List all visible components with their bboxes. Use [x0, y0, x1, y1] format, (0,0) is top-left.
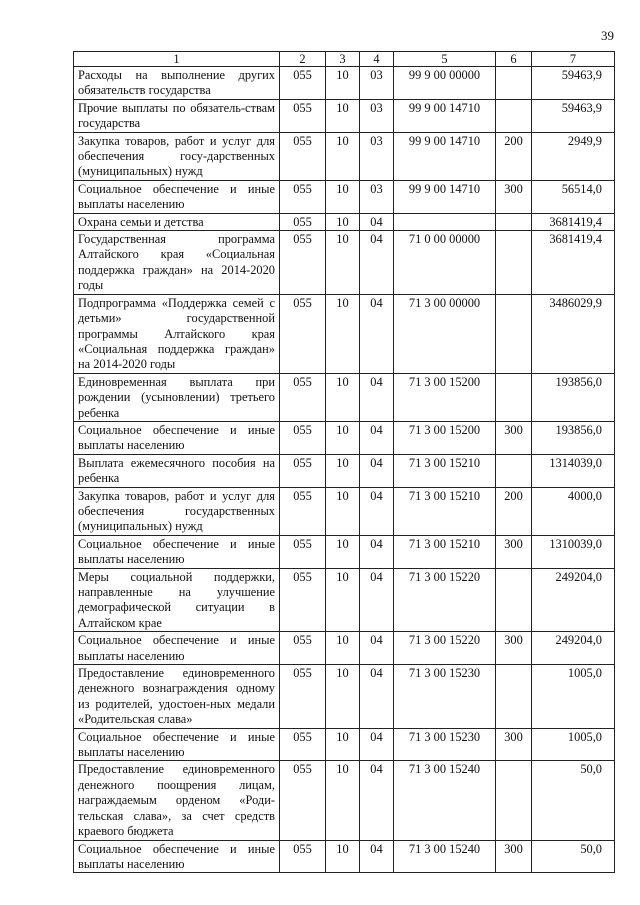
cell-csr: 99 9 00 00000 [394, 67, 496, 100]
header-cell-4: 4 [360, 52, 394, 67]
cell-rz: 10 [326, 665, 360, 729]
cell-ved: 055 [280, 761, 326, 840]
cell-csr: 71 3 00 00000 [394, 294, 496, 373]
cell-ved: 055 [280, 840, 326, 873]
cell-rz: 10 [326, 294, 360, 373]
cell-pr: 04 [360, 213, 394, 230]
cell-rz: 10 [326, 728, 360, 761]
cell-ved: 055 [280, 568, 326, 632]
table-row [74, 568, 615, 632]
cell-amount: 50,0 [532, 840, 615, 873]
cell-name: Социальное обеспечение и иные выплаты населению [74, 840, 280, 873]
cell-name: Предоставление единовременного денежного вознаграждения одному из родителей, удостоен-ных медали «Родительская слава» [74, 665, 280, 729]
header-cell-6: 6 [496, 52, 532, 67]
table-row [74, 421, 615, 454]
cell-vr: 300 [496, 632, 532, 665]
cell-rz: 10 [326, 487, 360, 535]
cell-vr [496, 665, 532, 729]
table-row [74, 373, 615, 421]
cell-rz: 10 [326, 67, 360, 100]
cell-vr [496, 761, 532, 840]
cell-vr: 300 [496, 421, 532, 454]
table-row [74, 213, 615, 230]
table-row [74, 665, 615, 729]
table-row [74, 535, 615, 568]
cell-amount: 56514,0 [532, 180, 615, 213]
cell-pr: 04 [360, 761, 394, 840]
cell-pr: 03 [360, 67, 394, 100]
cell-csr: 71 3 00 15200 [394, 373, 496, 421]
cell-vr: 300 [496, 728, 532, 761]
cell-pr: 03 [360, 99, 394, 132]
cell-name: Закупка товаров, работ и услуг для обеспечения госу-дарственных (муниципальных) нужд [74, 132, 280, 180]
cell-rz: 10 [326, 213, 360, 230]
cell-rz: 10 [326, 180, 360, 213]
cell-ved: 055 [280, 373, 326, 421]
cell-vr: 300 [496, 840, 532, 873]
cell-amount: 4000,0 [532, 487, 615, 535]
cell-vr [496, 67, 532, 100]
table-row [74, 632, 615, 665]
cell-name: Государственная программа Алтайского края «Социальная поддержка граждан» на 2014-2020 годы [74, 231, 280, 295]
cell-ved: 055 [280, 231, 326, 295]
table-row [74, 487, 615, 535]
cell-amount: 193856,0 [532, 421, 615, 454]
cell-rz: 10 [326, 568, 360, 632]
cell-rz: 10 [326, 632, 360, 665]
cell-name: Расходы на выполнение других обязательств государства [74, 67, 280, 100]
cell-ved: 055 [280, 632, 326, 665]
cell-pr: 03 [360, 132, 394, 180]
table-row [74, 454, 615, 487]
header-cell-7: 7 [532, 52, 615, 67]
cell-rz: 10 [326, 231, 360, 295]
cell-csr: 71 3 00 15220 [394, 632, 496, 665]
cell-amount: 59463,9 [532, 67, 615, 100]
table-row [74, 180, 615, 213]
cell-vr: 200 [496, 487, 532, 535]
cell-vr: 300 [496, 535, 532, 568]
cell-pr: 04 [360, 665, 394, 729]
cell-vr [496, 568, 532, 632]
cell-pr: 04 [360, 373, 394, 421]
cell-name: Предоставление единовременного денежного поощрения лицам, награждаемым орденом «Роди-тельская слава», за счет средств краевого бюджета [74, 761, 280, 840]
cell-pr: 04 [360, 454, 394, 487]
cell-name: Прочие выплаты по обязатель-ствам государства [74, 99, 280, 132]
cell-amount: 59463,9 [532, 99, 615, 132]
table-row [74, 728, 615, 761]
header-cell-5: 5 [394, 52, 496, 67]
header-cell-1: 1 [74, 52, 280, 67]
cell-vr: 300 [496, 180, 532, 213]
table-row [74, 67, 615, 100]
cell-ved: 055 [280, 487, 326, 535]
cell-name: Подпрограмма «Поддержка семей с детьми» государственной программы Алтайского края «Социальная поддержка граждан» на 2014-2020 годы [74, 294, 280, 373]
cell-name: Социальное обеспечение и иные выплаты населению [74, 632, 280, 665]
budget-table [73, 51, 615, 873]
cell-ved: 055 [280, 294, 326, 373]
cell-vr [496, 99, 532, 132]
cell-amount: 2949,9 [532, 132, 615, 180]
cell-vr [496, 373, 532, 421]
cell-amount: 249204,0 [532, 568, 615, 632]
cell-csr: 71 3 00 15210 [394, 487, 496, 535]
cell-pr: 04 [360, 728, 394, 761]
cell-csr: 71 3 00 15240 [394, 840, 496, 873]
cell-rz: 10 [326, 132, 360, 180]
cell-name: Охрана семьи и детства [74, 213, 280, 230]
header-cell-2: 2 [280, 52, 326, 67]
cell-vr [496, 213, 532, 230]
cell-csr: 71 3 00 15240 [394, 761, 496, 840]
cell-rz: 10 [326, 840, 360, 873]
budget-table-body [74, 52, 615, 873]
cell-vr [496, 231, 532, 295]
cell-vr [496, 454, 532, 487]
cell-name: Социальное обеспечение и иные выплаты населению [74, 421, 280, 454]
cell-csr: 71 3 00 15210 [394, 535, 496, 568]
table-row [74, 294, 615, 373]
table-row [74, 132, 615, 180]
cell-csr: 99 9 00 14710 [394, 180, 496, 213]
table-row [74, 99, 615, 132]
cell-csr [394, 213, 496, 230]
cell-csr: 71 3 00 15230 [394, 665, 496, 729]
cell-amount: 3681419,4 [532, 213, 615, 230]
cell-amount: 1310039,0 [532, 535, 615, 568]
cell-name: Единовременная выплата при рождении (усыновлении) третьего ребенка [74, 373, 280, 421]
cell-name: Меры социальной поддержки, направленные на улучшение демографической ситуации в Алтайском крае [74, 568, 280, 632]
cell-vr [496, 294, 532, 373]
cell-amount: 1314039,0 [532, 454, 615, 487]
cell-ved: 055 [280, 67, 326, 100]
cell-ved: 055 [280, 728, 326, 761]
cell-amount: 249204,0 [532, 632, 615, 665]
cell-ved: 055 [280, 132, 326, 180]
cell-amount: 3486029,9 [532, 294, 615, 373]
cell-rz: 10 [326, 421, 360, 454]
cell-ved: 055 [280, 421, 326, 454]
cell-rz: 10 [326, 373, 360, 421]
cell-csr: 71 3 00 15210 [394, 454, 496, 487]
cell-csr: 71 3 00 15200 [394, 421, 496, 454]
cell-ved: 055 [280, 454, 326, 487]
cell-csr: 71 3 00 15220 [394, 568, 496, 632]
cell-name: Закупка товаров, работ и услуг для обеспечения государственных (муниципальных) нужд [74, 487, 280, 535]
cell-pr: 04 [360, 535, 394, 568]
cell-pr: 03 [360, 180, 394, 213]
cell-ved: 055 [280, 180, 326, 213]
cell-pr: 04 [360, 632, 394, 665]
cell-amount: 50,0 [532, 761, 615, 840]
cell-csr: 99 9 00 14710 [394, 132, 496, 180]
cell-rz: 10 [326, 761, 360, 840]
table-header-row [74, 52, 615, 67]
cell-name: Выплата ежемесячного пособия на ребенка [74, 454, 280, 487]
cell-pr: 04 [360, 231, 394, 295]
cell-ved: 055 [280, 213, 326, 230]
cell-vr: 200 [496, 132, 532, 180]
cell-ved: 055 [280, 665, 326, 729]
cell-amount: 1005,0 [532, 665, 615, 729]
cell-rz: 10 [326, 454, 360, 487]
cell-csr: 71 3 00 15230 [394, 728, 496, 761]
cell-csr: 71 0 00 00000 [394, 231, 496, 295]
cell-amount: 193856,0 [532, 373, 615, 421]
cell-pr: 04 [360, 840, 394, 873]
cell-amount: 1005,0 [532, 728, 615, 761]
header-cell-3: 3 [326, 52, 360, 67]
cell-ved: 055 [280, 535, 326, 568]
cell-pr: 04 [360, 568, 394, 632]
table-row [74, 840, 615, 873]
cell-rz: 10 [326, 535, 360, 568]
cell-pr: 04 [360, 421, 394, 454]
table-row [74, 231, 615, 295]
cell-pr: 04 [360, 294, 394, 373]
cell-amount: 3681419,4 [532, 231, 615, 295]
cell-name: Социальное обеспечение и иные выплаты населению [74, 535, 280, 568]
cell-name: Социальное обеспечение и иные выплаты населению [74, 180, 280, 213]
cell-pr: 04 [360, 487, 394, 535]
cell-rz: 10 [326, 99, 360, 132]
cell-name: Социальное обеспечение и иные выплаты населению [74, 728, 280, 761]
cell-csr: 99 9 00 14710 [394, 99, 496, 132]
page-number: 39 [601, 28, 614, 43]
table-row [74, 761, 615, 840]
cell-ved: 055 [280, 99, 326, 132]
